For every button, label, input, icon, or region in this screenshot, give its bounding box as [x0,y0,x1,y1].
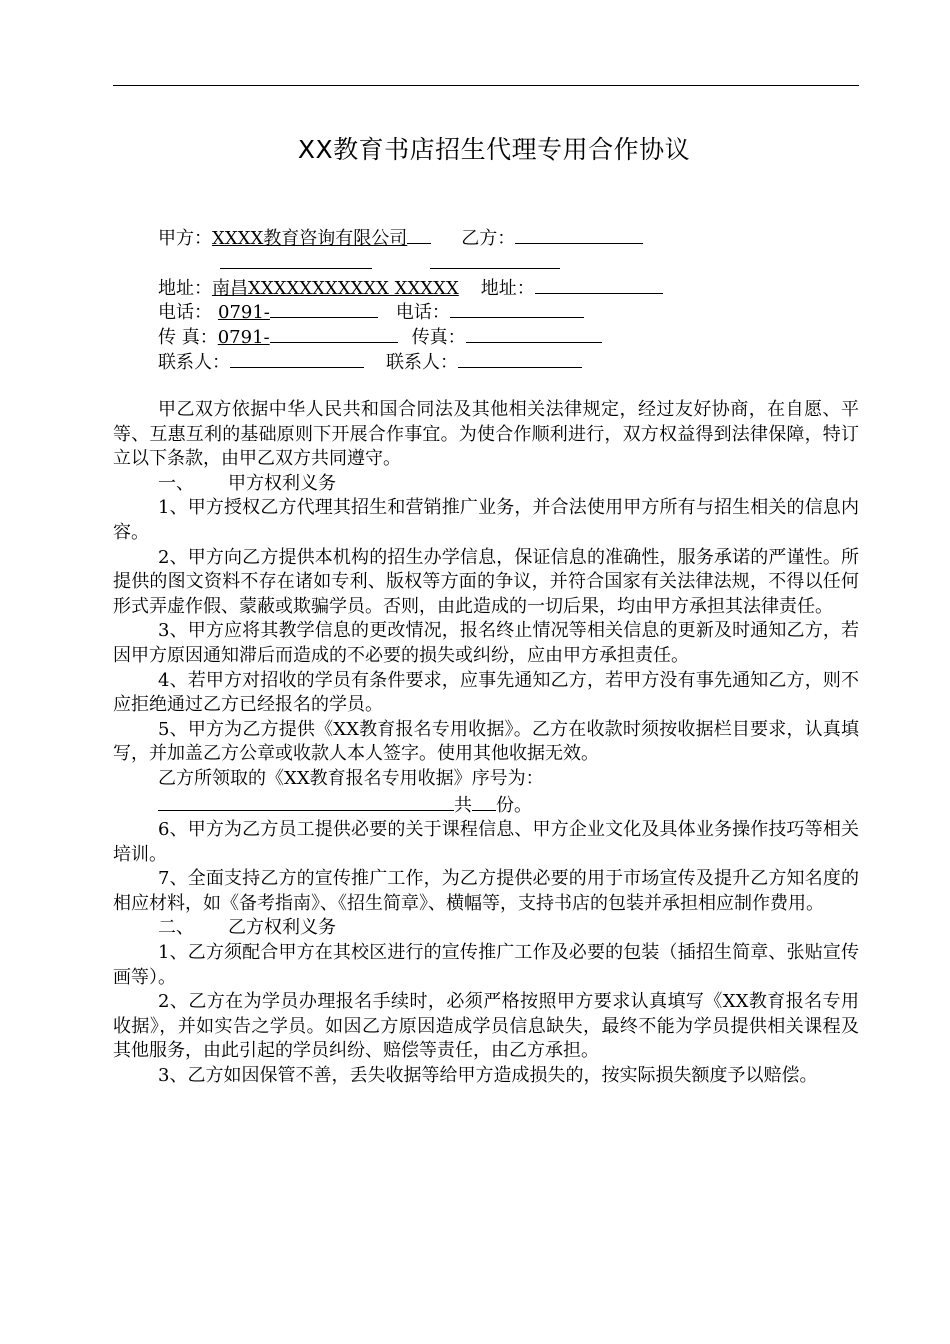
party-a-extra-blank [220,250,372,269]
address-a-label: 地址： [158,278,212,299]
party-b-extra-blank [430,250,560,269]
party-b-label: 乙方： [461,228,516,249]
count-suffix: 份。 [496,794,532,816]
section1-number: 一、 [158,472,194,494]
fax-a-value: 0791- [217,327,270,348]
contact-a-label: 联系人： [158,352,230,373]
clause-b3: 3、乙方如因保管不善，丢失收据等给甲方造成损失的，按实际损失额度予以赔偿。 [158,1065,818,1087]
address-a-value: 南昌XXXXXXXXXXX XXXXX [212,278,459,299]
section-heading-party-a [113,472,859,497]
clause-a7: 7、全面支持乙方的宣传推广工作，为乙方提供必要的用于市场宣传及提升乙方知名度的相应材料，如《备考指南》、《招生简章》、横幅等，支持书店的包装并承担相应制作费用。 [113,868,859,914]
party-a-label: 甲方： [158,228,212,249]
phone-b-blank [450,299,584,318]
fax-b-label: 传真： [411,327,466,348]
phone-a-label: 电话： [158,302,212,323]
phone-a-value: 0791- [218,302,270,323]
clause-b1: 1、乙方须配合甲方在其校区进行的宣传推广工作及必要的包装（插招生简章、张贴宣传画等）。 [113,942,859,988]
fax-row [158,324,602,350]
fax-b-blank [466,324,602,343]
party-a-blank [407,225,431,244]
page-title: XX教育书店招生代理专用合作协议 [297,135,691,164]
section1-title: 甲方权利义务 [228,472,336,494]
contact-row [158,349,582,375]
clause-a5-serial: 乙方所领取的《XX教育报名专用收据》序号为： [158,767,544,789]
address-b-label: 地址： [480,278,535,299]
party-a-name: XXXX教育咨询有限公司 [212,228,408,249]
section-heading-party-b [113,916,859,941]
intro-paragraph: 甲乙双方依据中华人民共和国合同法及其他相关法律规定，经过友好协商，在自愿、平等、互惠互利的基础原则下开展合作事宜。为使合作顺利进行，双方权益得到法律保障，特订立以下条款，由甲乙双方共同遵守。 [113,399,859,470]
section2-number: 二、 [158,917,194,939]
phone-a-blank [270,299,378,318]
fax-a-label: 传 真： [158,327,218,348]
clause-a5-count [113,792,859,819]
fax-a-blank [270,324,398,343]
phone-b-label: 电话： [395,302,450,323]
agreement-body [113,398,859,1089]
serial-blank [158,792,454,811]
contact-a-blank [230,349,364,368]
clause-b2: 2、乙方在为学员办理报名手续时，必须严格按照甲方要求认真填写《XX教育报名专用收据》，并如实告之学员。如因乙方原因造成学员信息缺失，最终不能为学员提供相关课程及其他服务，由此引起的学员纠纷、赔偿等责任，由乙方承担。 [113,991,859,1062]
contact-b-label: 联系人： [386,352,458,373]
clause-a1: 1、甲方授权乙方代理其招生和营销推广业务，并合法使用甲方所有与招生相关的信息内容。 [113,497,859,543]
count-prefix: 共 [454,794,472,816]
header-rule [113,85,859,86]
contact-b-blank [458,349,582,368]
clause-a5: 5、甲方为乙方提供《XX教育报名专用收据》。乙方在收款时须按收据栏目要求，认真填写，并加盖乙方公章或收款人本人签字。使用其他收据无效。 [113,718,859,765]
clause-a3: 3、甲方应将其教学信息的更改情况，报名终止情况等相关信息的更新及时通知乙方，若因甲方原因通知滞后而造成的不必要的损失或纠纷，应由甲方承担责任。 [113,620,859,666]
address-b-blank [535,275,663,294]
address-row [158,275,663,301]
clause-a2: 2、甲方向乙方提供本机构的招生办学信息，保证信息的准确性，服务承诺的严谨性。所提供的图文资料不存在诸如专利、版权等方面的争议，并符合国家有关法律法规，不得以任何形式弄虚作假、蒙蔽或欺骗学员。否则，由此造成的一切后果，均由甲方承担其法律责任。 [113,546,859,617]
clause-a4: 4、若甲方对招收的学员有条件要求，应事先通知乙方，若甲方没有事先通知乙方，则不应拒绝通过乙方已经报名的学员。 [113,669,859,716]
section2-title: 乙方权利义务 [228,917,336,939]
count-blank [472,792,496,811]
party-b-blank [515,225,643,244]
party-a-row [158,225,643,251]
party-line-blanks [158,250,560,276]
clause-a6: 6、甲方为乙方员工提供必要的关于课程信息、甲方企业文化及具体业务操作技巧等相关培训。 [113,819,859,865]
phone-row [158,299,584,325]
